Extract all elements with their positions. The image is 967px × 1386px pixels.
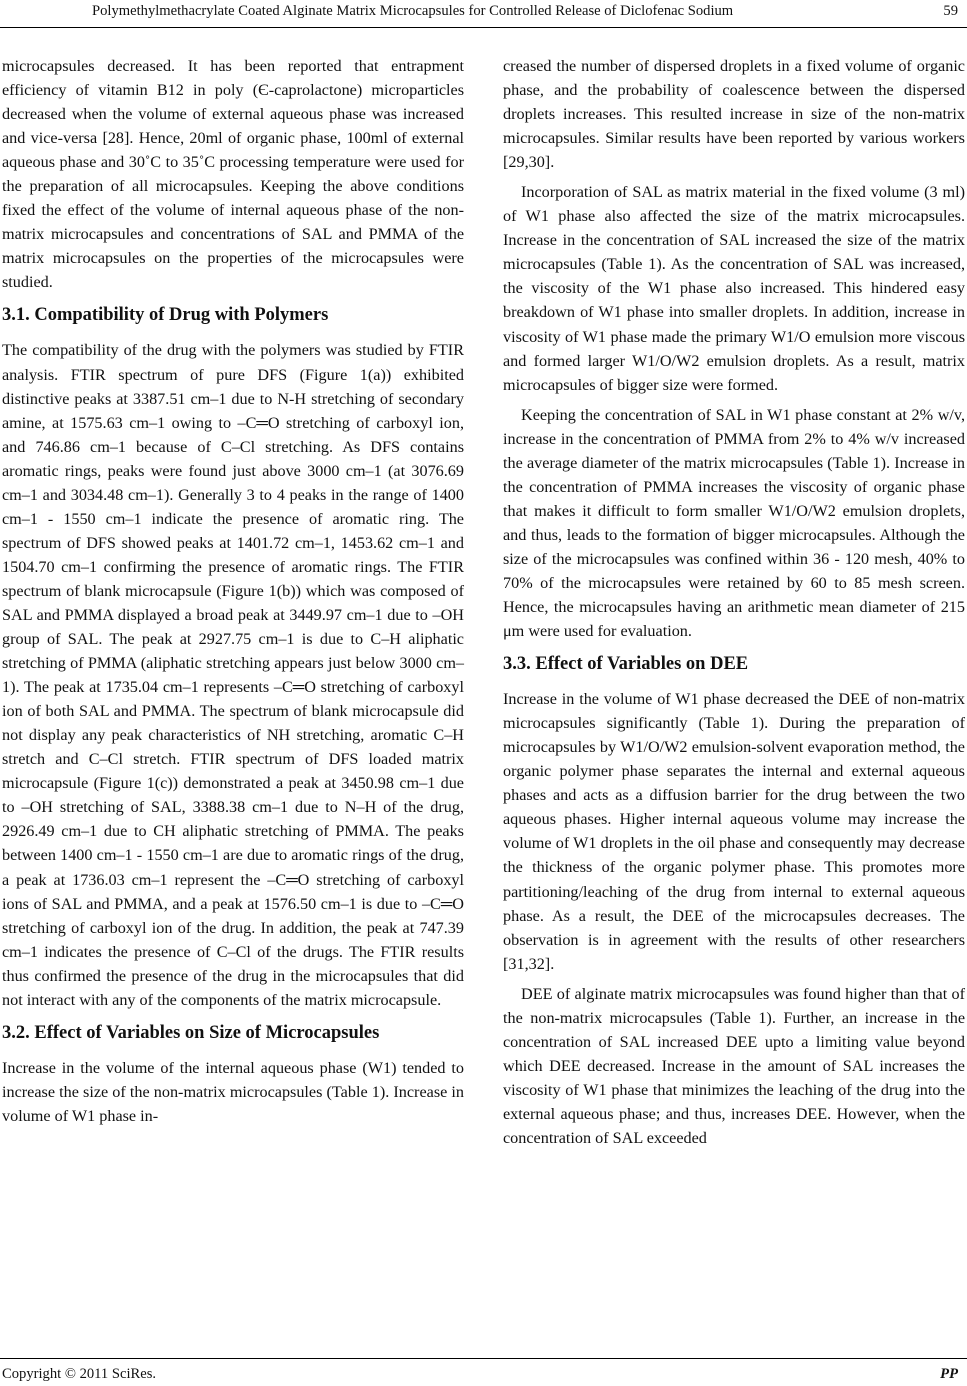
paragraph: Increase in the volume of W1 phase decreased the DEE of non-matrix microcapsules significantly (Table 1). During the preparation of microcapsules by W1/O/W2 emulsion-solvent evaporation method, the organic polymer phase separates the internal and external aqueous phases and acts as a diffusion barrier for the drug between the two aqueous phases. Higher internal aqueous volume may increase the volume of W1 droplets in the oil phase and consequently may decrease the thickness of the organic polymer phase. This promotes more partitioning/leaching of the drug from internal to external aqueous phase. As a result, the DEE of the microcapsules decreases. The observation is in agreement with the results of other researchers [31,32]. — [503, 690, 965, 973]
left-column — [2, 54, 464, 1134]
paragraph: creased the number of dispersed droplets in a fixed volume of organic phase, and the probability of coalescence between the dispersed droplets increases. This resulted increase in size of the non-matrix microcapsules. Similar results have been reported by various workers [29,30]. — [503, 57, 965, 172]
journal-abbreviation: PP — [940, 1366, 958, 1382]
page-header — [0, 0, 967, 26]
section-heading: 3.2. Effect of Variables on Size of Microcapsules — [2, 1022, 380, 1043]
paragraph: Increase in the volume of the internal aqueous phase (W1) tended to increase the size of the non-matrix microcapsules (Table 1). Increase in volume of W1 phase in- — [2, 1058, 464, 1125]
header-divider — [0, 27, 967, 28]
page-number: 59 — [943, 3, 958, 19]
copyright-notice: Copyright © 2011 SciRes. — [2, 1366, 157, 1382]
section-heading: 3.3. Effect of Variables on DEE — [503, 654, 749, 675]
right-column — [503, 54, 965, 1156]
paragraph: DEE of alginate matrix microcapsules was found higher than that of the non-matrix microcapsules (Table 1). Further, an increase in the concentration of SAL increased DEE upto a limiting value beyond which DEE decreased. Increase in the amount of SAL increases the viscosity of W1 phase that minimizes the leaching of the drug into the external aqueous phase; and thus, increases DEE. However, when the concentration of SAL exceeded — [503, 984, 965, 1147]
paragraph: The compatibility of the drug with the polymers was studied by FTIR analysis. FTIR spectrum of pure DFS (Figure 1(a)) exhibited distinctive peaks at 3387.51 cm–1 due to N-H stretching of secondary amine, at 1575.63 cm–1 owing to –C═O stretching of carboxyl ion, and 746.86 cm–1 because of C–Cl stretching. As DFS contains aromatic rings, peaks were found just above 3000 cm–1 (at 3076.69 cm–1 and 3034.48 cm–1). Generally 3 to 4 peaks in the range of 1400 cm–1 - 1550 cm–1 indicate the presence of aromatic ring. The spectrum of DFS showed peaks at 1401.72 cm–1, 1453.62 cm–1 and 1504.70 cm–1 confirming the presence of aromatic rings. The FTIR spectrum of blank microcapsule (Figure 1(b)) which was composed of SAL and PMMA displayed a broad peak at 3449.97 cm–1 due to –OH group of SAL. The peak at 2927.75 cm–1 is due to C–H aliphatic stretching of PMMA (aliphatic stretching appears just below 3000 cm–1). The peak at 1735.04 cm–1 represents –C═O stretching of carboxyl ion of both SAL and PMMA. The spectrum of blank microcapsule did not display any peak characteristics of NH stretching, aromatic C–H stretch and C–Cl stretch. FTIR spectrum of DFS loaded matrix microcapsule (Figure 1(c)) demonstrated a peak at 3450.98 cm–1 due to –OH stretching of SAL, 3388.38 cm–1 due to N–H of the drug, 2926.49 cm–1 due to CH aliphatic stretching of PMMA. The peaks between 1400 cm–1 - 1550 cm–1 are due to aromatic rings of the drug, a peak at 1736.03 cm–1 represent the –C═O stretching of carboxyl ions of SAL and PMMA, and a peak at 1576.50 cm–1 is due to –C═O stretching of carboxyl ion of the drug. In addition, the peak at 747.39 cm–1 indicates the presence of C–Cl of the drugs. The FTIR results thus confirmed the presence of the drug in the microcapsules that did not interact with any of the components of the matrix microcapsule. — [2, 341, 464, 1009]
running-title: Polymethylmethacrylate Coated Alginate Matrix Microcapsules for Controlled Release of Diclofenac Sodium — [92, 3, 734, 19]
footer-divider — [0, 1358, 967, 1359]
paragraph: Keeping the concentration of SAL in W1 phase constant at 2% w/v, increase in the concentration of PMMA from 2% to 4% w/v increased the average diameter of the matrix microcapsules (Table 1). Increase in the concentration of PMMA increases the viscosity of organic phase that makes it difficult to form smaller W1/O/W2 emulsion droplets, and thus, leads to the formation of bigger microcapsules. Although the size of the microcapsules was confined within 36 - 120 mesh, 40% to 70% of the microcapsules were retained by 60 to 85 mesh screen. Hence, the microcapsules having an arithmetic mean diameter of 215 μm were used for evaluation. — [503, 405, 965, 641]
paragraph: Incorporation of SAL as matrix material in the fixed volume (3 ml) of W1 phase also affected the size of the matrix microcapsules. Increase in the concentration of SAL increased the size of the matrix microcapsules (Table 1). As the concentration of SAL was increased, the viscosity of the W1 phase also increased. This hindered easy breakdown of W1 phase into smaller droplets. In addition, increase in viscosity of W1 phase made the primary W1/O emulsion more viscous and formed larger W1/O/W2 emulsion droplets. As a result, matrix microcapsules of bigger size were formed. — [503, 183, 965, 394]
section-heading: 3.1. Compatibility of Drug with Polymers — [2, 305, 329, 326]
paragraph: microcapsules decreased. It has been reported that entrapment efficiency of vitamin B12 in poly (Є-caprolactone) microparticles decreased when the volume of external aqueous phase was increased and vice-versa [28]. Hence, 20ml of organic phase, 100ml of external aqueous phase and 30˚C to 35˚C processing temperature were used for the preparation of all microcapsules. Keeping the above conditions fixed the effect of the volume of internal aqueous phase of the non-matrix microcapsules and concentrations of SAL and PMMA of the matrix microcapsules on the properties of the microcapsules were studied. — [2, 57, 464, 292]
page-footer — [0, 1364, 967, 1386]
